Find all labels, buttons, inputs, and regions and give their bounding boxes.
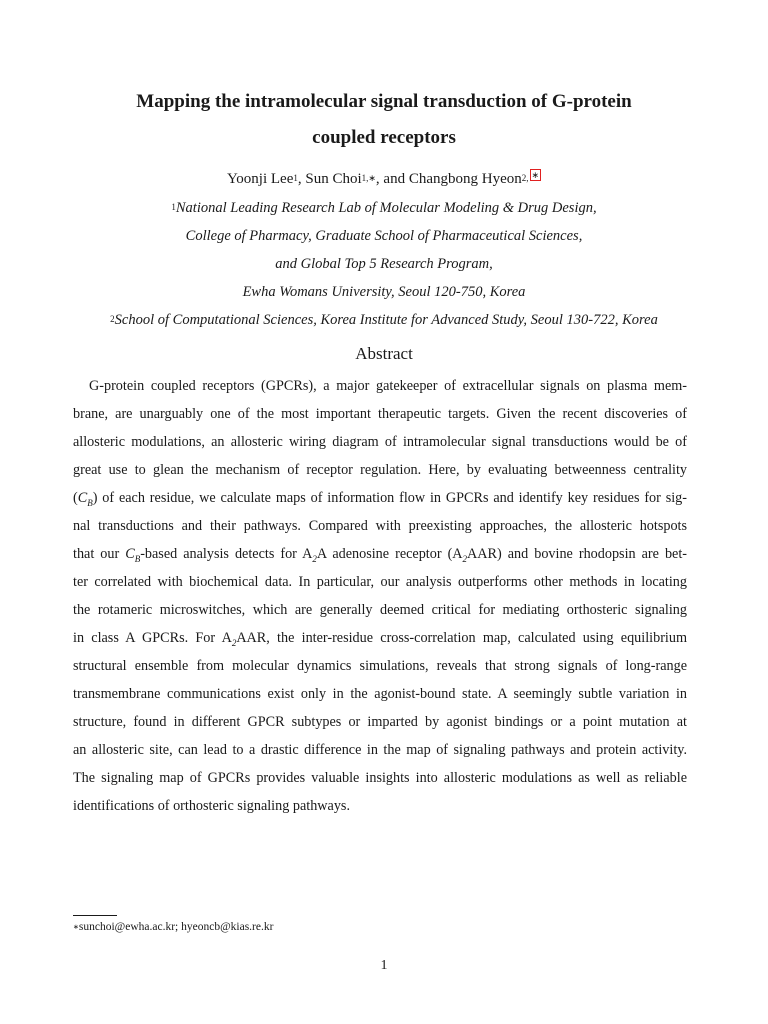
footnote <box>73 919 273 935</box>
author-affiliation-mark: 1,∗ <box>361 173 376 183</box>
paper-title <box>60 84 708 156</box>
author-list <box>60 168 708 190</box>
page-number: 1 <box>380 958 388 973</box>
abstract-line: that our $C_B$-based analysis detects for $A_2A$ adenosine receptor $(A_2AAR)$ and bovine rhodopsin are bet- <box>73 546 688 564</box>
abstract-line: transmembrane communications exist only in the agonist-bound state. A seemingly subtle variation in <box>73 686 687 702</box>
abstract-line: The signaling map of GPCRs provides valuable insights into allosteric modulations as well as reliable <box>73 770 687 786</box>
abstract-line: brane, are unarguably one of the most important therapeutic targets. Given the recent discoveries of <box>73 406 687 422</box>
author-affiliation-mark: 1 <box>293 173 298 183</box>
footnote-emails[interactable]: sunchoi@ewha.ac.kr; hyeoncb@kias.re.kr <box>78 921 274 933</box>
abstract-line: in class A GPCRs. For $A_2AAR$, the inter-residue cross-correlation map, calculated using equilibrium <box>73 630 687 648</box>
affiliation-mark: 1 <box>171 202 176 212</box>
author-name: Sun Choi <box>305 171 362 187</box>
affiliation-1-line-3: and Global Top 5 Research Program, <box>275 256 493 272</box>
author-name: Changbong Hyeon <box>408 171 522 187</box>
affiliation-1-line-2: College of Pharmacy, Graduate School of Pharmaceutical Sciences, <box>185 228 583 244</box>
title-line-2: coupled receptors <box>312 127 456 148</box>
abstract-line: structure, found in different GPCR subtypes or imparted by agonist bindings or a point mutation at <box>73 714 687 730</box>
abstract-line: allosteric modulations, an allosteric wiring diagram of intramolecular signal transductions would be of <box>73 434 687 450</box>
affiliation-mark: 2 <box>110 314 115 324</box>
author-separator: , <box>297 171 306 187</box>
abstract-line: identifications of orthosteric signaling pathways. <box>73 798 350 814</box>
corresponding-author-footnote-link[interactable]: ∗ <box>531 170 540 180</box>
author-affiliation-mark: 2, <box>521 173 529 183</box>
affiliation-1-line-4: Ewha Womans University, Seoul 120-750, Korea <box>242 284 526 300</box>
abstract-line: structural ensemble from molecular dynamics simulations, reveals that strong signals of long-range <box>73 658 687 674</box>
title-line-1: Mapping the intramolecular signal transduction of G-protein <box>136 91 632 112</box>
abstract-line: the rotameric microswitches, which are generally deemed critical for mediating orthosteric signaling <box>73 602 687 618</box>
abstract-heading: Abstract <box>355 344 413 363</box>
author-name: Yoonji Lee <box>226 171 294 187</box>
abstract-line: great use to glean the mechanism of receptor regulation. Here, by evaluating betweenness centrality <box>73 462 687 478</box>
abstract-line: nal transductions and their pathways. Compared with preexisting approaches, the allosteric hotspots <box>73 518 687 534</box>
affiliation-2-line-1: $^2$School of Computational Sciences, Korea Institute for Advanced Study, Seoul 130-722, Korea <box>110 312 658 328</box>
abstract-line: $(C_B)$ of each residue, we calculate maps of information flow in GPCRs and identify key residues for sig- <box>73 490 687 508</box>
abstract-line: an allosteric site, can lead to a drastic difference in the map of signaling pathways and protein activity. <box>73 742 687 758</box>
affiliation-1-line-1: $^1$National Leading Research Lab of Molecular Modeling & Drug Design, <box>171 200 597 216</box>
abstract-body <box>73 372 687 820</box>
abstract-line: G-protein coupled receptors (GPCRs), a major gatekeeper of extracellular signals on plasma mem- <box>89 378 687 394</box>
footnote-divider <box>73 915 117 916</box>
author-separator: , and <box>375 171 409 187</box>
footnote-mark: ∗ <box>73 923 79 931</box>
abstract-line: ter correlated with biochemical data. In particular, our analysis outperforms other methods in locating <box>73 574 687 590</box>
